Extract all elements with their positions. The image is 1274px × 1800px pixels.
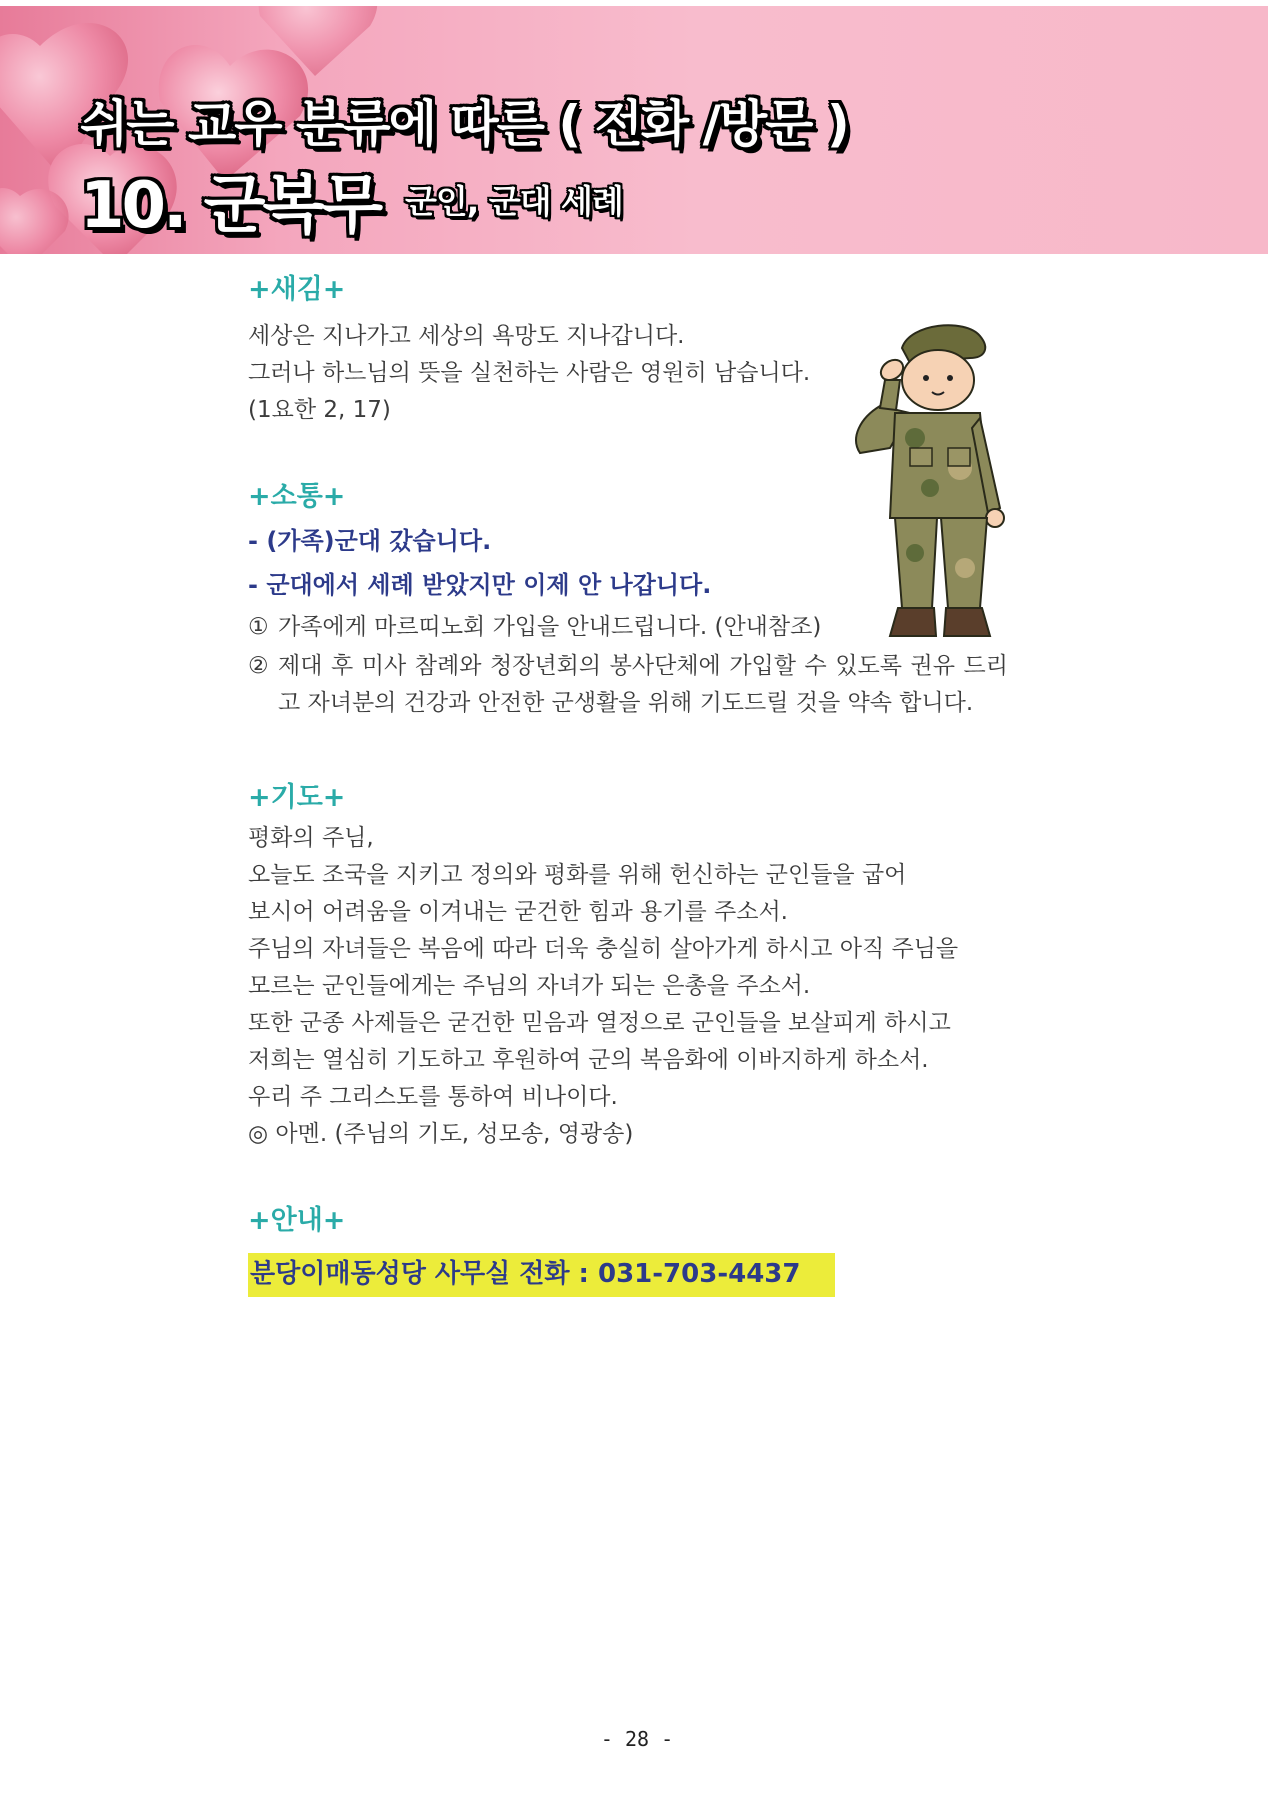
scripture-reference: (1요한 2, 17) (248, 397, 391, 423)
scripture-line: 세상은 지나가고 세상의 욕망도 지나갑니다. (248, 323, 685, 349)
prayer-line: 보시어 어려움을 이겨내는 굳건한 힘과 용기를 주소서. (248, 899, 788, 925)
prayer-line: 우리 주 그리스도를 통하여 비나이다. (248, 1084, 618, 1110)
prayer-line: 저희는 열심히 기도하고 후원하여 군의 복음화에 이바지하게 하소서. (248, 1047, 929, 1073)
situation-line: - 군대에서 세례 받았지만 이제 안 나갑니다. (248, 571, 712, 599)
situation-line: - (가족)군대 갔습니다. (248, 527, 492, 555)
header-banner (0, 6, 1268, 254)
section-number-title: 10. 군복무 (80, 169, 381, 243)
prayer-line: 또한 군종 사제들은 굳건한 믿음과 열정으로 군인들을 보살피게 하시고 (248, 1010, 951, 1036)
section-heading-annae: +안내+ (248, 1205, 346, 1236)
section-heading-gido: +기도+ (248, 782, 346, 813)
guidance-item (248, 609, 1008, 646)
item-text: 가족에게 마르띠노회 가입을 안내드립니다. (안내참조) (278, 614, 822, 640)
item-marker: ② (248, 653, 269, 679)
main-content (248, 272, 1008, 1297)
banner-title: 쉬는 교우 분류에 따른 ( 전화 /방문 ) (80, 95, 848, 153)
prayer-line: 주님의 자녀들은 복음에 따라 더욱 충실히 살아가게 하시고 아직 주님을 (248, 936, 959, 962)
page-number: - 28 - (600, 1727, 674, 1751)
office-phone-contact: 분당이매동성당 사무실 전화 : 031-703-4437 (248, 1253, 835, 1297)
scripture-line: 그러나 하느님의 뜻을 실천하는 사람은 영원히 남습니다. (248, 360, 811, 386)
section-subtitle: 군인, 군대 세례 (405, 182, 623, 221)
section-heading-saegim: +새김+ (248, 274, 346, 305)
prayer-line: 오늘도 조국을 지키고 정의와 평화를 위해 헌신하는 군인들을 굽어 (248, 862, 907, 888)
prayer-line: ◎ 아멘. (주님의 기도, 성모송, 영광송) (248, 1121, 634, 1147)
item-text: 제대 후 미사 참례와 청장년회의 봉사단체에 가입할 수 있도록 권유 드리고 자녀분의 건강과 안전한 군생활을 위해 기도드릴 것을 약속 합니다. (278, 653, 1008, 716)
prayer-line: 평화의 주님, (248, 825, 374, 851)
item-marker: ① (248, 614, 269, 640)
section-heading-sotong: +소통+ (248, 481, 346, 512)
guidance-item (248, 648, 1008, 722)
prayer-line: 모르는 군인들에게는 주님의 자녀가 되는 은총을 주소서. (248, 973, 811, 999)
